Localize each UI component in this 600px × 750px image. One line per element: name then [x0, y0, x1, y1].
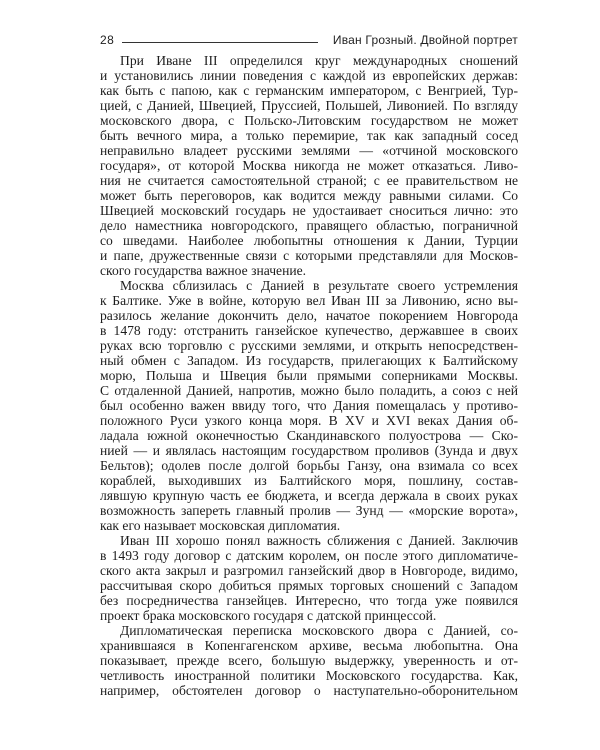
- text-line: При Иване III определился круг международных сношений: [120, 53, 518, 68]
- text-line: С отдаленной Данией, напротив, можно было поладить, а союз с ней: [100, 383, 518, 398]
- text-line: руках всю торговлю с русскими землями, и открыть непосредствен-: [100, 338, 518, 353]
- text-line: кораблей, выходивших из Балтийского моря, пошлину, состав-: [100, 473, 518, 488]
- text-line: Бельтов); одолев после долгой борьбы Ганзу, она взимала со всех: [100, 458, 518, 473]
- text-line: лявшую крупную часть ее бюджета, и всегда держала в своих руках: [100, 488, 518, 503]
- text-line: ского акта закрыл и разгромил ганзейский двор в Новгороде, видимо,: [100, 563, 518, 578]
- text-line: как его называет московская дипломатия.: [100, 518, 341, 533]
- running-head: [100, 33, 518, 51]
- text-line: ского государства важное значение.: [100, 263, 307, 278]
- text-line: цией, с Данией, Швецией, Пруссией, Польшей, Ливонией. По взгляду: [100, 98, 518, 113]
- text-line: и папе, дружественные связи с которыми представляли для Москов-: [100, 248, 518, 263]
- text-line: Дипломатическая переписка московского двора с Данией, со-: [120, 623, 518, 638]
- body-text: [100, 53, 518, 698]
- text-line: и установились линии поведения с каждой из европейских держав:: [100, 68, 518, 83]
- text-line: дело наместника новгородского, правящего областью, пограничной: [100, 218, 518, 233]
- text-line: разилось желание докончить дело, начатое покорением Новгорода: [100, 308, 518, 323]
- text-line: может быть переговоров, как водится между равными силами. Со: [100, 188, 518, 203]
- text-line: Швецией московский государь не удостаивает сноситься лично: это: [100, 203, 518, 218]
- text-line: без посредничества ганзейцев. Интересно, что тогда уже появился: [100, 593, 518, 608]
- text-line: ния не считается самостоятельной страной; с ее правительством не: [100, 173, 518, 188]
- text-line: был особенно важен ввиду того, что Дания помещалась у противо-: [100, 398, 518, 413]
- text-line: московского двора, с Польско-Литовским государством не может: [100, 113, 518, 128]
- text-line: со шведами. Наиболее любопытны отношения к Дании, Турции: [100, 233, 518, 248]
- text-line: Москва сблизилась с Данией в результате своего устремления: [120, 278, 518, 293]
- text-line: ладала южной оконечностью Скандинавского полуострова — Ско-: [100, 428, 518, 443]
- text-line: как быть с папою, как с германским императором, с Венгрией, Тур-: [100, 83, 518, 98]
- header-rule: [122, 42, 318, 43]
- text-line: положного Руси узкого конца моря. В XV и XVI веках Дания об-: [100, 413, 518, 428]
- text-line: в 1493 году договор с датским королем, он после этого дипломатиче-: [100, 548, 518, 563]
- text-line: Иван III хорошо понял важность сближения с Данией. Заключив: [120, 533, 518, 548]
- text-line: неправильно владеет русскими землями — «отчиной московского: [100, 143, 518, 158]
- text-line: быть вечного мира, а только перемирие, так как западный сосед: [100, 128, 518, 143]
- text-line: морю, Польша и Швеция были прямыми соперниками Москвы.: [100, 368, 518, 383]
- book-title: Иван Грозный. Двойной портрет: [332, 33, 518, 47]
- text-line: в 1478 году: отстранить ганзейское купечество, державшее в своих: [100, 323, 518, 338]
- text-line: нией — и являлась настоящим государством проливов (Зунда и двух: [100, 443, 518, 458]
- text-line: четливость иностранной политики Московского государства. Как,: [100, 668, 518, 683]
- text-line: например, обстоятелен договор о наступательно-оборонительном: [100, 683, 518, 698]
- text-line: ный обмен с Западом. Из государств, прилегающих к Балтийскому: [100, 353, 518, 368]
- text-line: государя», от которой Москва никогда не может отказаться. Ливо-: [100, 158, 518, 173]
- text-line: возможность запереть главный пролив — Зунд — «морские ворота»,: [100, 503, 518, 518]
- text-line: проект брака московского государя с датской принцессой.: [100, 608, 437, 623]
- text-line: к Балтике. Уже в войне, которую вел Иван III за Ливонию, ясно вы-: [100, 293, 518, 308]
- text-line: рассчитывая скоро добиться прямых торговых сношений с Западом: [100, 578, 518, 593]
- text-line: показывает, прежде всего, большую выдержку, уверенность и от-: [100, 653, 518, 668]
- page-number: 28: [100, 33, 115, 47]
- text-line: хранившаяся в Копенгагенском архиве, весьма любопытна. Она: [100, 638, 518, 653]
